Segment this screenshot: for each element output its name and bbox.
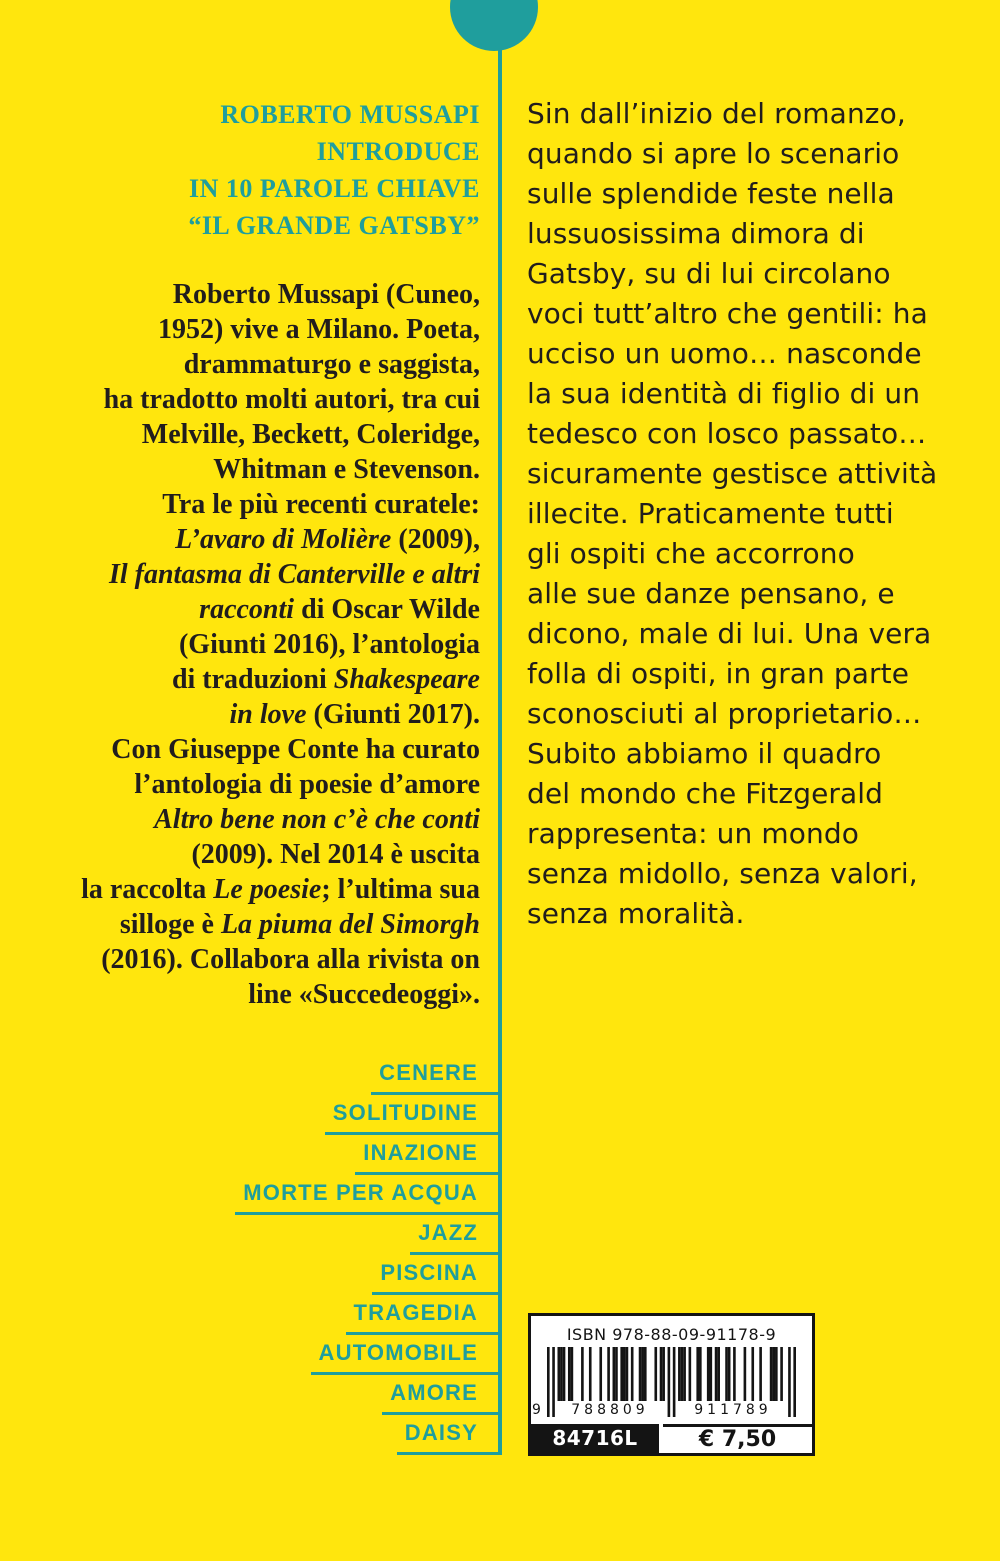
ean-digit-group: 9: [532, 1402, 541, 1418]
text-line: Il fantasma di Canterville e altri: [108, 559, 480, 590]
keyword-row: [235, 1101, 498, 1141]
text-line: INTRODUCE: [316, 137, 480, 166]
intro-heading: [40, 96, 480, 244]
text-line: senza midollo, senza valori,: [527, 857, 918, 890]
keyword-item: SOLITUDINE: [325, 1101, 498, 1135]
text-line: IN 10 PAROLE CHIAVE: [189, 174, 480, 203]
keyword-item: AMORE: [382, 1381, 498, 1415]
ean-digits: [532, 1402, 796, 1418]
ean-digit-group: 911789: [694, 1402, 772, 1418]
deco-circle: [450, 0, 538, 51]
text-line: racconti di Oscar Wilde: [199, 594, 480, 625]
text-line: Sin dall’inizio del romanzo,: [527, 97, 906, 130]
barcode: [532, 1347, 796, 1418]
text-line: gli ospiti che accorrono: [527, 537, 855, 570]
keyword-row: [235, 1301, 498, 1341]
text-line: la sua identità di figlio di un: [527, 377, 921, 410]
text-line: Tra le più recenti curatele:: [162, 489, 480, 520]
text-line: illecite. Praticamente tutti: [527, 497, 894, 530]
text-line: “IL GRANDE GATSBY”: [188, 211, 480, 240]
text-line: drammaturgo e saggista,: [183, 349, 480, 380]
text-line: ROBERTO MUSSAPI: [220, 100, 480, 129]
text-line: rappresenta: un mondo: [527, 817, 859, 850]
text-line: la raccolta Le poesie; l’ultima sua: [81, 874, 480, 905]
center-divider-line: [498, 50, 502, 1455]
keyword-row: [235, 1261, 498, 1301]
text-line: Roberto Mussapi (Cuneo,: [172, 279, 480, 310]
text-line: del mondo che Fitzgerald: [527, 777, 884, 810]
text-line: di traduzioni Shakespeare: [171, 664, 480, 695]
text-line: Con Giuseppe Conte ha curato: [111, 734, 480, 765]
text-line: sicuramente gestisce attività: [527, 457, 938, 490]
text-line: ha tradotto molti autori, tra cui: [103, 384, 480, 415]
keyword-row: [235, 1341, 498, 1381]
text-line: folla di ospiti, in gran parte: [527, 657, 910, 690]
text-line: ucciso un uomo… nasconde: [527, 337, 922, 370]
isbn-label: ISBN 978-88-09-91178-9: [566, 1325, 777, 1344]
keyword-row: [235, 1061, 498, 1101]
keyword-item: TRAGEDIA: [346, 1301, 499, 1335]
text-line: Gatsby, su di lui circolano: [527, 257, 891, 290]
author-bio: [40, 277, 480, 1012]
barcode-panel: [528, 1313, 815, 1456]
text-line: 1952) vive a Milano. Poeta,: [158, 314, 480, 345]
text-line: dicono, male di lui. Una vera: [527, 617, 932, 650]
text-line: senza moralità.: [527, 897, 745, 930]
keyword-item: MORTE PER ACQUA: [235, 1181, 498, 1215]
keyword-row: [235, 1141, 498, 1181]
keyword-item: AUTOMOBILE: [311, 1341, 498, 1375]
text-line: in love (Giunti 2017).: [229, 699, 480, 730]
keyword-row: [235, 1421, 498, 1461]
text-line: alle sue danze pensano, e: [527, 577, 895, 610]
text-line: line «Succedeoggi».: [248, 979, 480, 1010]
keyword-item: DAISY: [397, 1421, 498, 1455]
keyword-row: [235, 1221, 498, 1261]
keyword-item: CENERE: [371, 1061, 498, 1095]
text-line: Whitman e Stevenson.: [213, 454, 480, 485]
text-line: L’avaro di Molière (2009),: [175, 524, 480, 555]
keyword-row: [235, 1381, 498, 1421]
text-line: silloge è La piuma del Simorgh: [119, 909, 480, 940]
text-line: Altro bene non c’è che conti: [154, 804, 480, 835]
text-line: tedesco con losco passato…: [527, 417, 927, 450]
ean-digit-group: 788809: [571, 1402, 649, 1418]
price-label: € 7,50: [663, 1424, 812, 1453]
book-blurb: [527, 94, 987, 934]
left-column: [40, 96, 480, 1012]
text-line: sulle splendide feste nella: [527, 177, 895, 210]
keyword-item: PISCINA: [372, 1261, 498, 1295]
text-line: Subito abbiamo il quadro: [527, 737, 882, 770]
keyword-item: INAZIONE: [355, 1141, 498, 1175]
text-line: lussuosissima dimora di: [527, 217, 865, 250]
text-line: l’antologia di poesie d’amore: [134, 769, 480, 800]
edition-code: 84716L: [531, 1424, 659, 1453]
keyword-row: [235, 1181, 498, 1221]
keyword-item: JAZZ: [410, 1221, 498, 1255]
text-line: quando si apre lo scenario: [527, 137, 900, 170]
text-line: (2016). Collabora alla rivista on: [101, 944, 480, 975]
text-line: voci tutt’altro che gentili: ha: [527, 297, 928, 330]
text-line: Melville, Beckett, Coleridge,: [141, 419, 480, 450]
text-line: (2009). Nel 2014 è uscita: [191, 839, 480, 870]
price-row: [531, 1424, 812, 1453]
text-line: (Giunti 2016), l’antologia: [178, 629, 480, 660]
text-line: sconosciuti al proprietario…: [527, 697, 922, 730]
keywords-list: [235, 1061, 498, 1461]
right-column: [527, 94, 987, 934]
